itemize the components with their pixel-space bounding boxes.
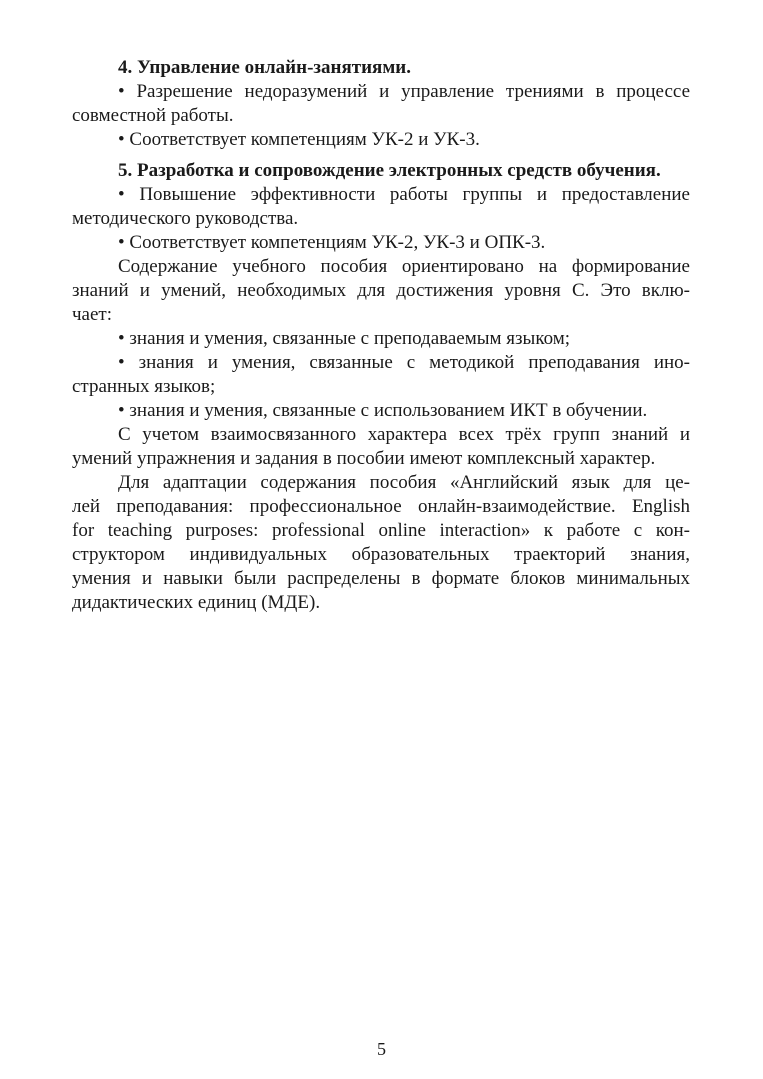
text-line: • знания и умения, связанные с методикой преподавания ино- [118,352,690,373]
text-line: структором индивидуальных образовательных траекторий знания, [72,544,690,565]
text-line: лей преподавания: профессиональное онлайн-взаимодействие. English [72,496,690,517]
text-line: совместной работы. [72,105,234,126]
paragraph [72,471,690,615]
page-number: 5 [377,1039,386,1059]
text-line: Для адаптации содержания пособия «Английский язык для це- [118,472,690,493]
text-line: умения и навыки были распределены в формате блоков минимальных [72,568,690,589]
text-line: Содержание учебного пособия ориентировано на формирование [118,256,690,277]
text-line: дидактических единиц (МДЕ). [72,592,321,613]
text-line: • Повышение эффективности работы группы и предоставление [118,184,690,205]
text-line: for teaching purposes: professional online interaction» к работе с кон- [72,520,690,541]
text-line: • знания и умения, связанные с преподаваемым языком; [118,328,571,349]
text-line: знаний и умений, необходимых для достижения уровня С. Это вклю- [72,280,690,301]
document-body [72,56,690,615]
text-line: умений упражнения и задания в пособии имеют комплексный характер. [72,448,656,469]
bullet-item [72,183,690,231]
bullet-item [72,231,690,255]
text-line: • Соответствует компетенциям УК-2, УК-3 и ОПК-3. [118,232,546,253]
text-line: • знания и умения, связанные с использованием ИКТ в обучении. [118,400,648,421]
text-line: чает: [72,304,113,325]
text-line: • Разрешение недоразумений и управление трениями в процессе [118,81,690,102]
bullet-item [72,399,690,423]
text-line: 4. Управление онлайн-занятиями. [118,57,411,78]
bullet-item [72,80,690,128]
bullet-item [72,128,690,152]
paragraph [72,423,690,471]
text-line: странных языков; [72,376,216,397]
paragraph [72,255,690,327]
text-line: 5. Разработка и сопровождение электронных средств обучения. [118,160,661,181]
section-heading [72,159,690,183]
text-line: методического руководства. [72,208,299,229]
bullet-item [72,327,690,351]
bullet-item [72,351,690,399]
section-heading [72,56,690,80]
text-line: • Соответствует компетенциям УК-2 и УК-3. [118,129,480,150]
text-line: С учетом взаимосвязанного характера всех трёх групп знаний и [118,424,690,445]
